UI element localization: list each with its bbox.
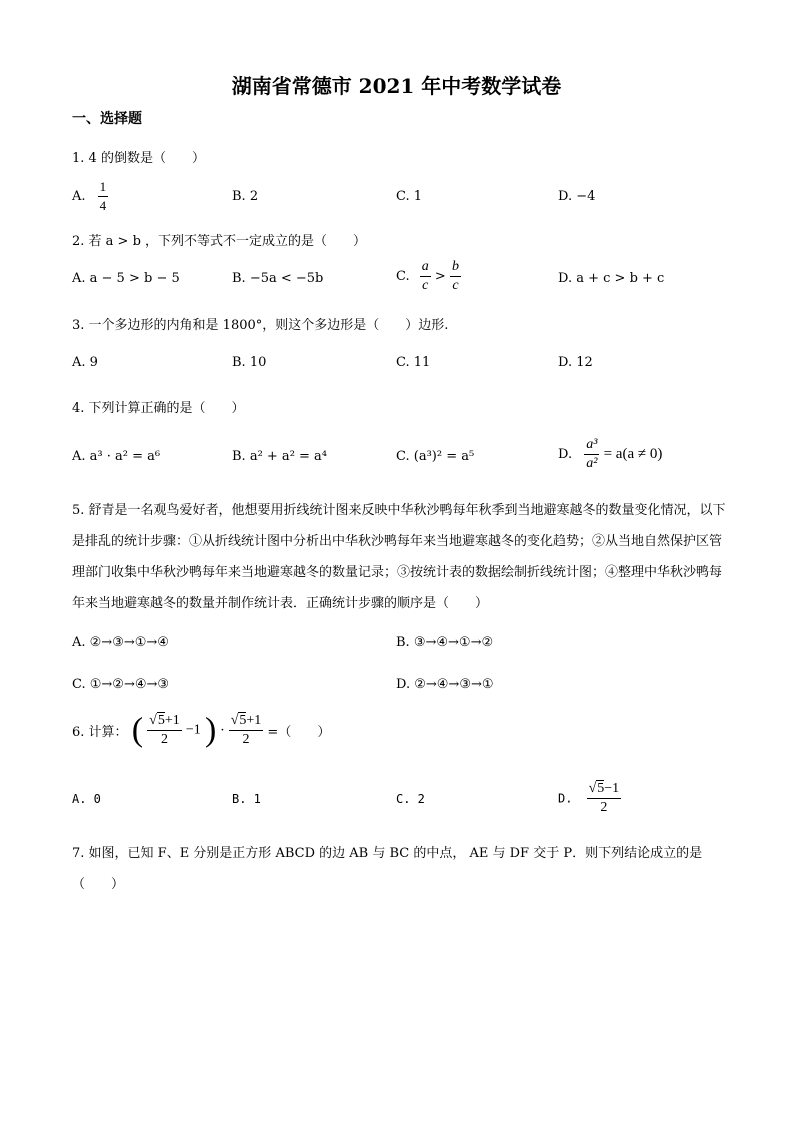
fraction-numerator: a <box>420 258 431 277</box>
question-5-option-b: B. ③→④→①→② <box>396 635 494 650</box>
fraction-denominator: c <box>422 278 429 293</box>
section-heading: 一、选择题 <box>72 111 142 127</box>
fraction-denominator: c <box>452 278 459 293</box>
question-1-option-d: D. −4 <box>558 189 596 204</box>
fraction-numerator: √5+1 <box>147 712 182 731</box>
question-3-option-b: B. 10 <box>232 355 267 370</box>
fraction <box>98 178 109 215</box>
question-3-stem: 3. 一个多边形的内角和是 1800°，则这个多边形是（ ）边形. <box>72 318 449 333</box>
dot-operator: · <box>220 723 225 738</box>
right-paren: ) <box>204 711 217 749</box>
fraction <box>584 436 599 473</box>
question-5-option-a: A. ②→③→①→④ <box>72 635 169 650</box>
question-6-option-a: A. 0 <box>72 792 101 806</box>
question-2-option-c <box>396 258 461 295</box>
fraction-numerator: 1 <box>98 178 109 197</box>
fraction <box>147 712 182 749</box>
question-1-stem: 1. 4 的倒数是（ ） <box>72 151 205 166</box>
question-3-option-d: D. 12 <box>558 355 593 370</box>
question-6-stem <box>72 712 330 749</box>
question-4-option-b: B. a² + a² = a⁴ <box>232 449 328 464</box>
question-4-option-c: C. (a³)² = a⁵ <box>396 449 475 464</box>
fraction-denominator: 4 <box>99 198 107 213</box>
fraction <box>420 258 431 295</box>
question-6-option-c: C. 2 <box>396 792 425 806</box>
option-letter: D. <box>558 791 573 806</box>
fraction-numerator: √5+1 <box>229 712 264 731</box>
question-6-option-b: B. 1 <box>232 792 261 806</box>
minus-one: −1 <box>185 722 201 738</box>
fraction-numerator: b <box>450 258 461 277</box>
question-1-option-a <box>72 178 108 215</box>
question-5-option-d: D. ②→④→③→① <box>396 677 494 692</box>
question-2-option-a: A. a − 5 > b − 5 <box>72 271 180 286</box>
option-letter: A. <box>72 189 86 204</box>
page-title: 湖南省常德市 2021 年中考数学试卷 <box>231 74 562 98</box>
question-4-option-d <box>558 436 662 473</box>
fraction-denominator: 2 <box>600 800 608 815</box>
equation-tail: =（ ） <box>267 725 331 740</box>
question-3-option-a: A. 9 <box>72 355 98 370</box>
fraction <box>229 712 264 749</box>
question-2-stem: 2. 若 a > b ，下列不等式不一定成立的是（ ） <box>72 234 367 249</box>
fraction-denominator: a² <box>586 456 598 471</box>
question-7-stem: 7. 如图，已知 F、E 分别是正方形 ABCD 的边 AB 与 BC 的中点， AE 与 DF 交于 P．则下列结论成立的是（ ） <box>72 846 703 892</box>
equation-rest: = a(a ≠ 0) <box>603 446 663 462</box>
fraction <box>450 258 461 295</box>
greater-than-sign: > <box>434 269 446 284</box>
fraction <box>587 780 622 817</box>
option-letter: C. <box>396 269 410 284</box>
left-paren: ( <box>131 711 144 749</box>
question-4-option-a: A. a³ · a² = a⁶ <box>72 449 161 464</box>
question-5-option-c: C. ①→②→④→③ <box>72 677 170 692</box>
question-2-option-b: B. −5a < −5b <box>232 271 324 286</box>
question-6-option-d <box>558 780 621 817</box>
question-2-option-d: D. a + c > b + c <box>558 271 665 286</box>
fraction-denominator: 2 <box>242 732 250 747</box>
option-letter: D. <box>558 447 573 462</box>
fraction-numerator: √5−1 <box>587 780 622 799</box>
question-4-stem: 4. 下列计算正确的是（ ） <box>72 401 245 416</box>
question-label: 6. 计算： <box>72 725 128 740</box>
question-5-stem: 5. 舒青是一名观鸟爱好者，他想要用折线统计图来反映中华秋沙鸭每年秋季到当地避寒越冬的数量变化情况，以下是排乱的统计步骤：①从折线统计图中分析出中华秋沙鸭每年来当地避寒越冬的变化趋势；②从当地自然保护区管理部门收集中华秋沙鸭每年来当地避寒越冬的数量记录；③按统计表的数据绘制折线统计图；④整理中华秋沙鸭每年来当地避寒越冬的数量并制作统计表．正确统计步骤的顺序是（ ） <box>72 503 726 611</box>
question-3-option-c: C. 11 <box>396 355 431 370</box>
fraction-numerator: a³ <box>584 436 599 455</box>
question-1-option-c: C. 1 <box>396 189 423 204</box>
fraction-denominator: 2 <box>160 732 168 747</box>
question-1-option-b: B. 2 <box>232 189 259 204</box>
